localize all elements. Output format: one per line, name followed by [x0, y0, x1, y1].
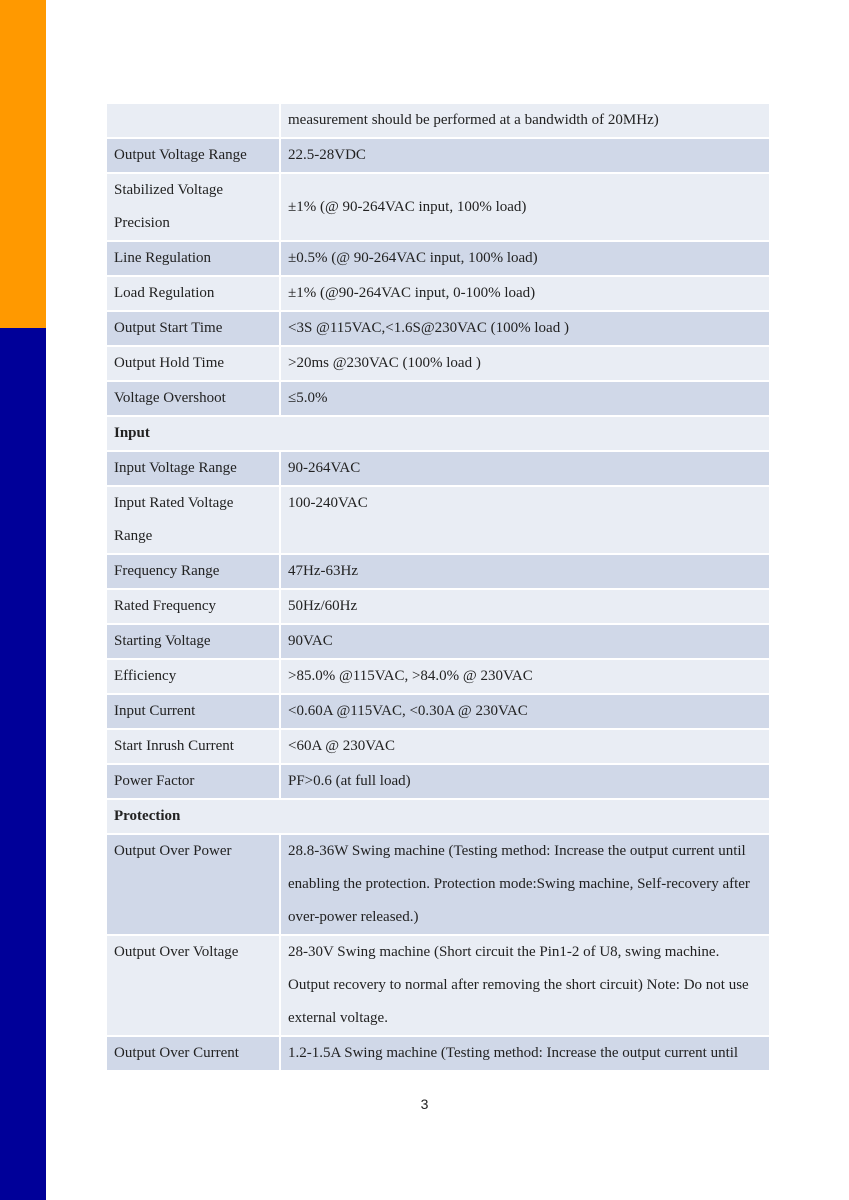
row-label: Line Regulation	[107, 242, 281, 275]
table-row	[107, 242, 769, 275]
orange-side-stripe	[0, 0, 46, 328]
row-label: Efficiency	[107, 660, 281, 693]
row-label: Input Current	[107, 695, 281, 728]
row-value: >85.0% @115VAC, >84.0% @ 230VAC	[281, 660, 769, 693]
table-row	[107, 347, 769, 380]
section-row-protection	[107, 800, 769, 833]
table-row	[107, 382, 769, 415]
table-row	[107, 625, 769, 658]
row-label: Output Over Voltage	[107, 936, 281, 1035]
row-value: 22.5-28VDC	[281, 139, 769, 172]
table-row	[107, 1037, 769, 1070]
row-label: Voltage Overshoot	[107, 382, 281, 415]
row-label: Output Over Current	[107, 1037, 281, 1070]
row-value: 90VAC	[281, 625, 769, 658]
row-label: Output Start Time	[107, 312, 281, 345]
row-value: ±0.5% (@ 90-264VAC input, 100% load)	[281, 242, 769, 275]
row-value: measurement should be performed at a bandwidth of 20MHz)	[281, 104, 769, 137]
row-label: Power Factor	[107, 765, 281, 798]
row-value: ≤5.0%	[281, 382, 769, 415]
row-value: PF>0.6 (at full load)	[281, 765, 769, 798]
row-value: ±1% (@90-264VAC input, 0-100% load)	[281, 277, 769, 310]
section-heading-input: Input	[107, 417, 769, 450]
blue-side-stripe	[0, 328, 46, 1200]
row-label: Output Hold Time	[107, 347, 281, 380]
table-row	[107, 695, 769, 728]
table-row	[107, 555, 769, 588]
row-value: 28-30V Swing machine (Short circuit the Pin1-2 of U8, swing machine. Output recovery to normal after removing the short circuit) Note: Do not use external voltage.	[281, 936, 769, 1035]
table-row	[107, 590, 769, 623]
table-row	[107, 139, 769, 172]
row-value: <3S @115VAC,<1.6S@230VAC (100% load )	[281, 312, 769, 345]
row-label: Stabilized Voltage Precision	[107, 174, 281, 240]
row-label: Input Voltage Range	[107, 452, 281, 485]
row-value: 47Hz-63Hz	[281, 555, 769, 588]
table-row	[107, 104, 769, 137]
table-row	[107, 765, 769, 798]
table-row	[107, 487, 769, 553]
table-row	[107, 452, 769, 485]
row-value: 90-264VAC	[281, 452, 769, 485]
table-row	[107, 277, 769, 310]
page-number: 3	[420, 1096, 429, 1112]
row-label: Output Voltage Range	[107, 139, 281, 172]
table-row	[107, 730, 769, 763]
row-label	[107, 104, 281, 137]
specification-table	[107, 102, 769, 1072]
section-row-input	[107, 417, 769, 450]
row-label: Start Inrush Current	[107, 730, 281, 763]
row-value: <0.60A @115VAC, <0.30A @ 230VAC	[281, 695, 769, 728]
row-label: Starting Voltage	[107, 625, 281, 658]
row-label: Input Rated Voltage Range	[107, 487, 281, 553]
row-label: Load Regulation	[107, 277, 281, 310]
row-label: Frequency Range	[107, 555, 281, 588]
row-value: 1.2-1.5A Swing machine (Testing method: Increase the output current until	[281, 1037, 769, 1070]
row-value: >20ms @230VAC (100% load )	[281, 347, 769, 380]
row-value: ±1% (@ 90-264VAC input, 100% load)	[281, 174, 769, 240]
row-label: Output Over Power	[107, 835, 281, 934]
table-row	[107, 660, 769, 693]
table-row	[107, 835, 769, 934]
row-label: Rated Frequency	[107, 590, 281, 623]
row-value: <60A @ 230VAC	[281, 730, 769, 763]
table-row	[107, 936, 769, 1035]
row-value: 28.8-36W Swing machine (Testing method: Increase the output current until enabling the protection. Protection mode:Swing machine, Self-recovery after over-power released.)	[281, 835, 769, 934]
section-heading-protection: Protection	[107, 800, 769, 833]
table-row	[107, 312, 769, 345]
row-value: 100-240VAC	[281, 487, 769, 553]
row-value: 50Hz/60Hz	[281, 590, 769, 623]
table-row	[107, 174, 769, 240]
